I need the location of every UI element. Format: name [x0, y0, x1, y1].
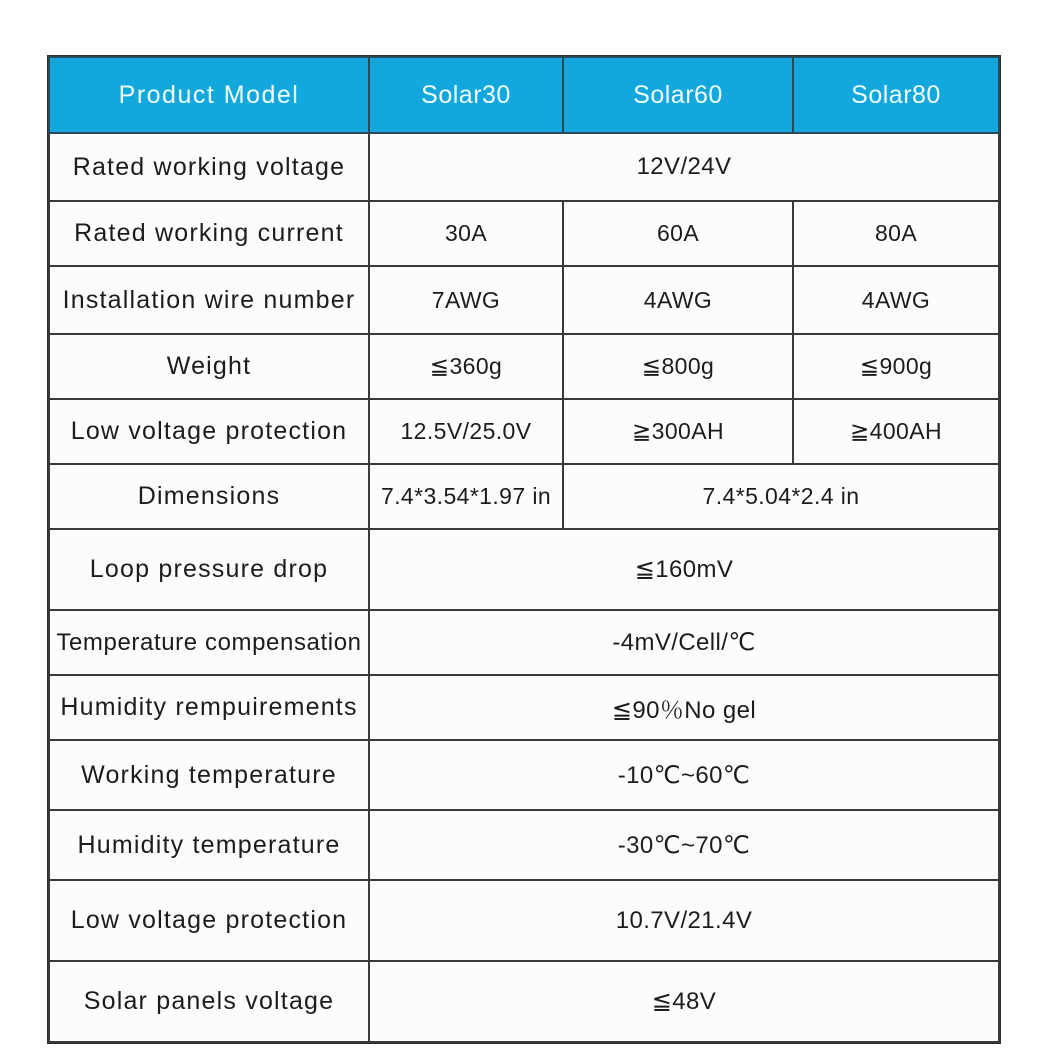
table-row: [49, 961, 999, 1042]
row-value-rated-working-current-solar80: 80A: [793, 201, 999, 266]
table-header: [49, 57, 999, 133]
header-row: [49, 57, 999, 133]
row-value-low-voltage-protection-solar30: 12.5V/25.0V: [369, 399, 563, 464]
row-label-low-voltage-protection-lower: Low voltage protection: [49, 880, 369, 961]
row-label-rated-working-voltage: Rated working voltage: [49, 133, 369, 201]
row-label-rated-working-current: Rated working current: [49, 201, 369, 266]
row-value-rated-working-current-solar30: 30A: [369, 201, 563, 266]
row-label-temperature-compensation: Temperature compensation: [49, 610, 369, 675]
row-label-working-temperature: Working temperature: [49, 740, 369, 810]
row-value-temperature-compensation: -4mV/Cell/℃: [369, 610, 999, 675]
table-row: [49, 133, 999, 201]
row-value-weight-solar60: ≦800g: [563, 334, 793, 399]
row-label-humidity-requirements: Humidity rempuirements: [49, 675, 369, 740]
row-value-weight-solar80: ≦900g: [793, 334, 999, 399]
row-value-low-voltage-protection-solar60: ≧300AH: [563, 399, 793, 464]
row-label-solar-panels-voltage: Solar panels voltage: [49, 961, 369, 1042]
table-row: [49, 201, 999, 266]
row-value-installation-wire-number-solar80: 4AWG: [793, 266, 999, 334]
row-value-rated-working-current-solar60: 60A: [563, 201, 793, 266]
header-model-solar60: Solar60: [563, 57, 793, 133]
row-value-solar-panels-voltage: ≦48V: [369, 961, 999, 1042]
row-value-humidity-requirements: ≦90％No gel: [369, 675, 999, 740]
row-value-dimensions-solar60-solar80: 7.4*5.04*2.4 in: [563, 464, 999, 529]
row-label-dimensions: Dimensions: [49, 464, 369, 529]
header-product-model: Product Model: [49, 57, 369, 133]
product-specification-table: [48, 56, 1000, 1043]
table-row: [49, 399, 999, 464]
row-value-low-voltage-protection-solar80: ≧400AH: [793, 399, 999, 464]
row-label-low-voltage-protection-upper: Low voltage protection: [49, 399, 369, 464]
row-label-weight: Weight: [49, 334, 369, 399]
row-label-humidity-temperature: Humidity temperature: [49, 810, 369, 880]
row-value-humidity-temperature: -30℃~70℃: [369, 810, 999, 880]
row-value-dimensions-solar30: 7.4*3.54*1.97 in: [369, 464, 563, 529]
table-row: [49, 740, 999, 810]
row-value-working-temperature: -10℃~60℃: [369, 740, 999, 810]
row-value-low-voltage-protection-lower: 10.7V/21.4V: [369, 880, 999, 961]
table-row: [49, 880, 999, 961]
row-value-rated-working-voltage: 12V/24V: [369, 133, 999, 201]
table-row: [49, 266, 999, 334]
row-value-installation-wire-number-solar30: 7AWG: [369, 266, 563, 334]
table-row: [49, 610, 999, 675]
table-row: [49, 334, 999, 399]
table-body: [49, 133, 999, 1042]
header-model-solar80: Solar80: [793, 57, 999, 133]
row-value-installation-wire-number-solar60: 4AWG: [563, 266, 793, 334]
table-row: [49, 675, 999, 740]
row-label-loop-pressure-drop: Loop pressure drop: [49, 529, 369, 610]
table-row: [49, 810, 999, 880]
row-value-loop-pressure-drop: ≦160mV: [369, 529, 999, 610]
header-model-solar30: Solar30: [369, 57, 563, 133]
table-row: [49, 464, 999, 529]
row-label-installation-wire-number: Installation wire number: [49, 266, 369, 334]
table-row: [49, 529, 999, 610]
row-value-weight-solar30: ≦360g: [369, 334, 563, 399]
